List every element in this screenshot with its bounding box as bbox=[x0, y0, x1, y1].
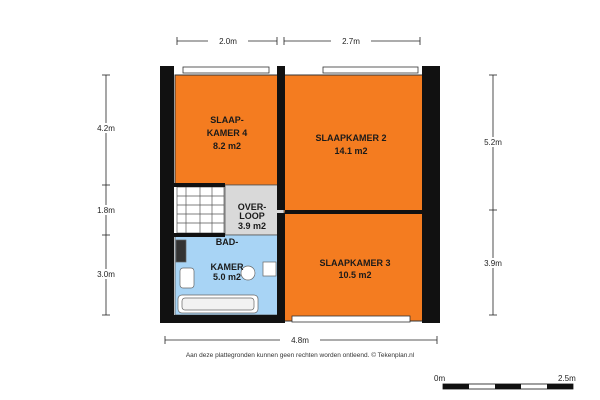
dim-top-left: 2.0m bbox=[219, 37, 237, 46]
scale-bar bbox=[443, 384, 573, 389]
overloop-area: 3.9 m2 bbox=[237, 221, 267, 231]
scale-start-label: 0m bbox=[434, 374, 446, 383]
slaapkamer-4-line1: SLAAP- bbox=[210, 115, 244, 125]
badkamer-line1: BAD- bbox=[215, 237, 239, 247]
scale-end-label: 2.5m bbox=[558, 374, 576, 383]
slaapkamer-4-area: 8.2 m2 bbox=[212, 141, 242, 151]
dim-top-right: 2.7m bbox=[342, 37, 360, 46]
dim-left-top: 4.2m bbox=[97, 124, 115, 133]
dim-bottom: 4.8m bbox=[291, 336, 309, 345]
disclaimer-text: Aan deze plattegronden kunnen geen rechten worden ontleend. © Tekenplan.nl bbox=[185, 352, 415, 359]
staircase bbox=[177, 187, 224, 233]
slaapkamer-3-area: 10.5 m2 bbox=[338, 270, 372, 280]
slaapkamer-3-name: SLAAPKAMER 3 bbox=[319, 258, 391, 268]
room-slaapkamer-2 bbox=[284, 75, 424, 213]
slaapkamer-2-area: 14.1 m2 bbox=[334, 146, 368, 156]
slaapkamer-4-line2: KAMER 4 bbox=[206, 128, 248, 138]
overloop-line2: LOOP bbox=[239, 211, 265, 221]
slaapkamer-2-name: SLAAPKAMER 2 bbox=[315, 133, 387, 143]
overloop-line1: OVER- bbox=[237, 202, 267, 212]
dim-right-top: 5.2m bbox=[484, 138, 502, 147]
dim-left-bottom: 3.0m bbox=[97, 270, 115, 279]
badkamer-area: 5.0 m2 bbox=[212, 272, 242, 282]
dim-right-bottom: 3.9m bbox=[484, 259, 502, 268]
badkamer-line2: KAMER bbox=[210, 262, 244, 272]
toilet-icon bbox=[180, 268, 194, 288]
dim-left-middle: 1.8m bbox=[97, 206, 115, 215]
